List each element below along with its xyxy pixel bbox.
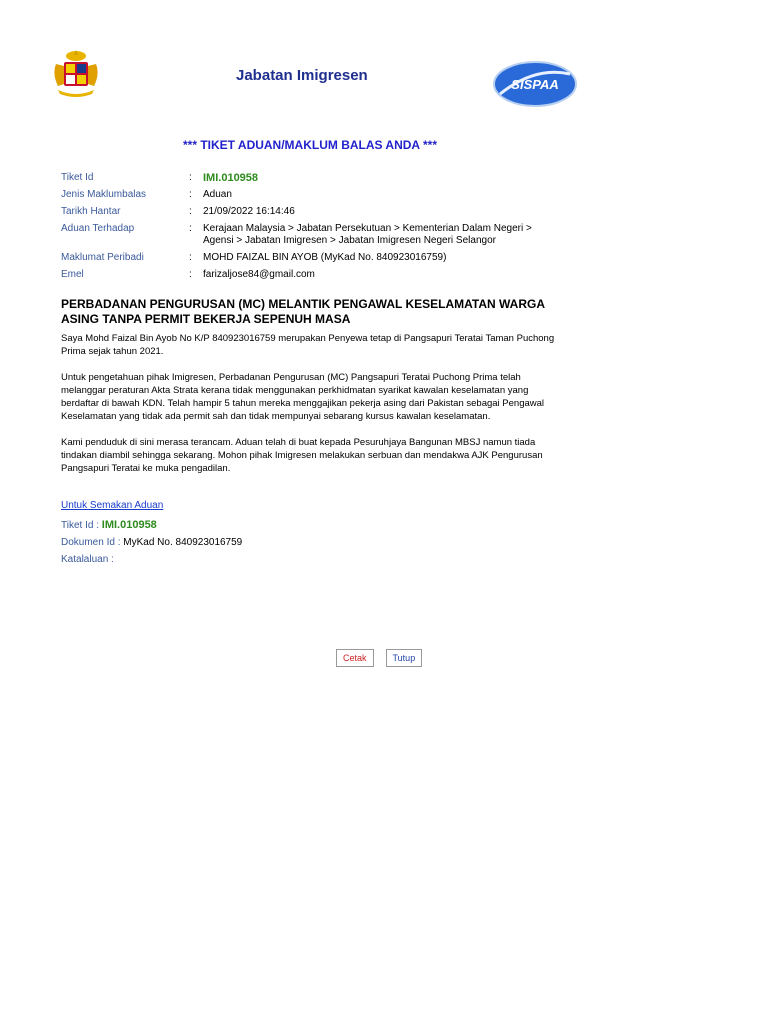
sispaa-logo-text: SISPAA xyxy=(511,77,559,92)
check-ticket-value: IMI.010958 xyxy=(101,519,157,531)
info-row-type xyxy=(61,189,561,201)
info-value: 21/09/2022 16:14:46 xyxy=(203,206,295,217)
info-row-date xyxy=(61,206,561,218)
info-label: Maklumat Peribadi xyxy=(61,252,144,263)
check-row-document xyxy=(61,535,461,551)
info-colon: : xyxy=(189,252,192,263)
info-colon: : xyxy=(189,172,192,183)
info-label: Jenis Maklumbalas xyxy=(61,189,147,200)
complaint-paragraph: Saya Mohd Faizal Bin Ayob No K/P 840923016759 merupakan Penyewa tetap di Pangsapuri Teratai Taman Puchong Prima sejak tahun 2021. xyxy=(61,333,555,357)
check-row-password xyxy=(61,552,461,568)
close-button[interactable]: Tutup xyxy=(386,649,423,667)
sispaa-logo xyxy=(492,56,578,112)
info-colon: : xyxy=(189,189,192,200)
complaint-body xyxy=(61,332,561,488)
info-value: MOHD FAIZAL BIN AYOB (MyKad No. 840923016759) xyxy=(203,252,447,263)
info-colon: : xyxy=(189,269,192,280)
check-ticket-label: Tiket Id : xyxy=(61,520,99,531)
check-section xyxy=(61,500,461,569)
header xyxy=(46,48,566,112)
info-label: Tiket Id xyxy=(61,172,94,183)
info-label: Tarikh Hantar xyxy=(61,206,121,217)
info-value: Kerajaan Malaysia > Jabatan Persekutuan > Kementerian Dalam Negeri > Agensi > Jabatan Imigresen > Jabatan Imigresen Negeri Selangor xyxy=(203,223,532,246)
button-bar xyxy=(336,649,422,667)
info-value: Aduan xyxy=(203,189,232,200)
info-colon: : xyxy=(189,206,192,217)
check-row-ticket xyxy=(61,517,461,534)
coat-of-arms-logo xyxy=(50,50,102,100)
check-complaint-link[interactable]: Untuk Semakan Aduan xyxy=(61,500,164,511)
info-row-ticket-id xyxy=(61,172,561,184)
print-button[interactable]: Cetak xyxy=(336,649,374,667)
info-colon: : xyxy=(189,223,192,234)
info-row-email xyxy=(61,269,561,281)
info-row-against xyxy=(61,223,561,247)
info-label: Emel xyxy=(61,269,84,280)
header-title: Jabatan Imigresen xyxy=(236,67,368,84)
check-doc-value: MyKad No. 840923016759 xyxy=(123,537,243,548)
complaint-paragraph: Kami penduduk di sini merasa terancam. Aduan telah di buat kepada Pesuruhjaya Bangunan MBSJ namun tiada tindakan diambil sehingga sekarang. Mohon pihak Imigresen melakukan serbuan dan mendakwa AJK Pengurusan Pangsapuri Teratai ke muka pengadilan. xyxy=(61,437,543,474)
check-doc-label: Dokumen Id : xyxy=(61,537,121,548)
complaint-paragraph: Untuk pengetahuan pihak Imigresen, Perbadanan Pengurusan (MC) Pangsapuri Teratai Puchong Prima telah melanggar peraturan Akta Strata kerana tidak menggunakan perkhidmatan syarikat kawalan keselamatan yang berdaftar di bawah KDN. Telah hampir 5 tahun mereka menggajikan pekerja asing dari Pakistan sebagai Pengawal Keselamatan yang tidak ada permit sah dan tidak mempunyai sebarang kursus kawalan keselamatan. xyxy=(61,372,545,422)
check-password-label: Katalaluan : xyxy=(61,554,114,565)
info-row-personal xyxy=(61,252,561,264)
ticket-id-value: IMI.010958 xyxy=(203,172,259,184)
ticket-heading: *** TIKET ADUAN/MAKLUM BALAS ANDA *** xyxy=(183,138,437,152)
info-label: Aduan Terhadap xyxy=(61,223,135,234)
complaint-title: PERBADANAN PENGURUSAN (MC) MELANTIK PENGAWAL KESELAMATAN WARGA ASING TANPA PERMIT BEKERJA SEPENUH MASA xyxy=(61,297,545,326)
info-table xyxy=(61,172,561,286)
info-value: farizaljose84@gmail.com xyxy=(203,269,315,280)
